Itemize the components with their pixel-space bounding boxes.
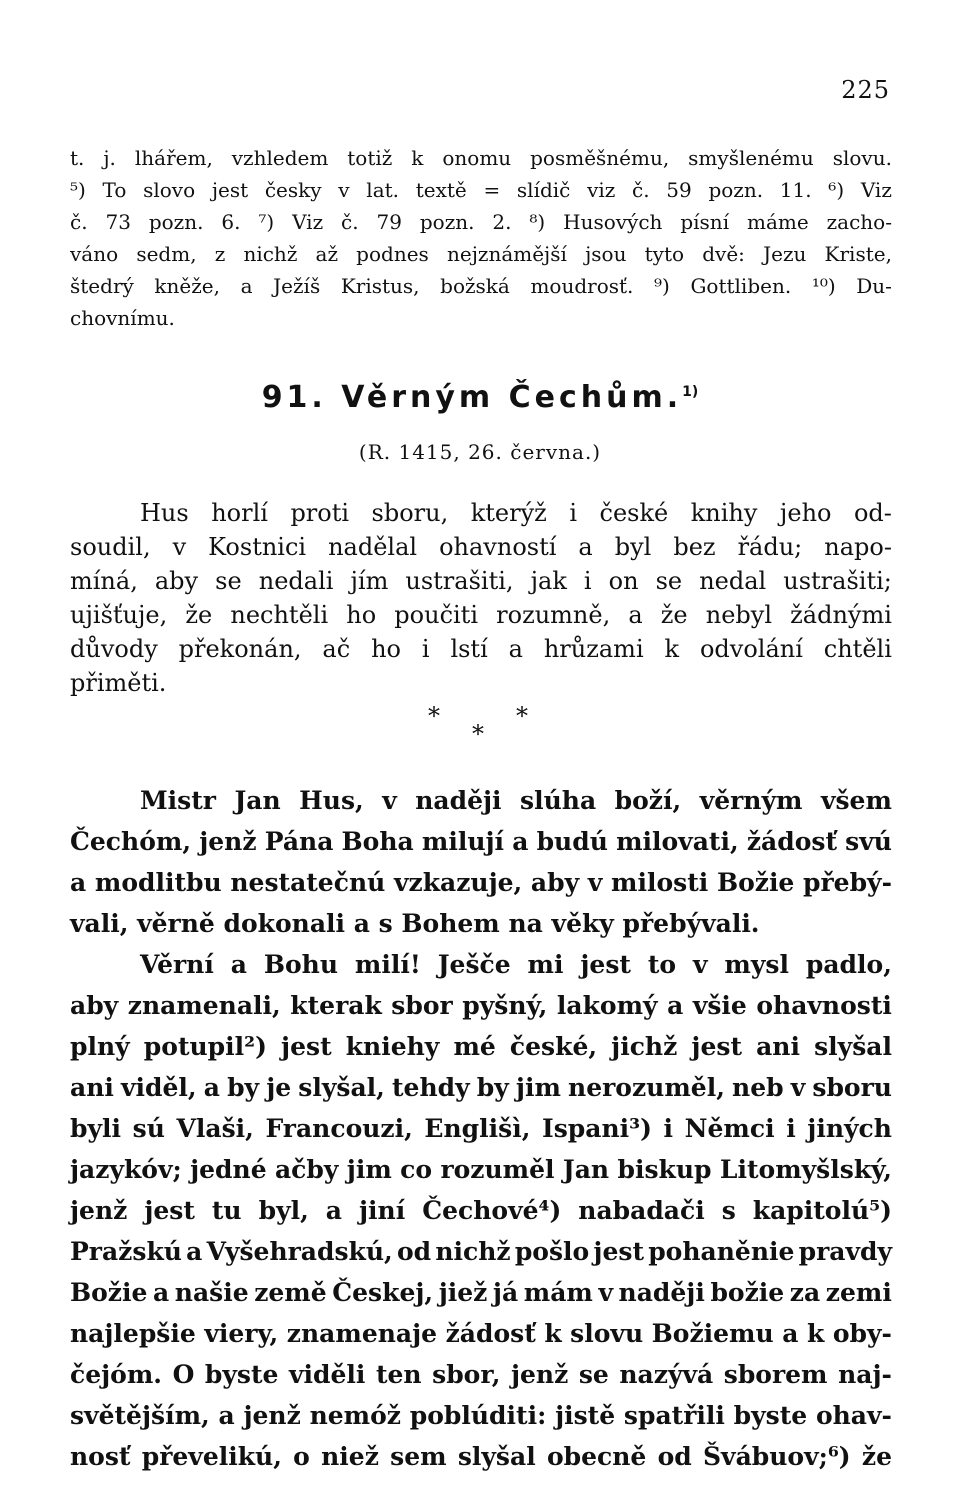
letter-line: Čechóm, jenž Pána Boha milují a budú milovati, žádosť svú [70,827,892,856]
section-heading [0,380,960,415]
asterism-star: * [516,702,528,730]
section-number: 91. [261,380,327,415]
letter-line: Pražskú a Vyšehradskú, od nichž pošlo jest pohaněnie pravdy [70,1237,892,1266]
letter-line: byli sú Vlaši, Francouzi, Englišì, Ispani³) i Němci i jiných [70,1114,892,1143]
summary-paragraph [70,496,892,700]
letter-line: nosť převelikú, o niež sem slyšal obecně od Švábuov;⁶) že [70,1442,892,1471]
footnote-line: ⁵) To slovo jest česky v lat. textě = slídič viz č. 59 pozn. 11. ⁶) Viz [70,178,892,202]
heading-footnote-mark: 1) [682,384,699,400]
letter-line: Věrní a Bohu milí! Ješče mi jest to v mysl padlo, [140,950,892,979]
page-number: 225 [841,76,890,104]
letter-line: světějším, a jenž nemóž poblúditi: jistě spatřili byste ohav- [70,1401,892,1430]
summary-line: přiměti. [70,669,167,697]
letter-line: a modlitbu nestatečnú vzkazuje, aby v milosti Božie přebý- [70,868,892,897]
letter-line: čejóm. O byste viděli ten sbor, jenž se nazývá sborem naj- [70,1360,892,1389]
letter-line: jenž jest tu byl, a jiní Čechové⁴) nabadači s kapitolú⁵) [70,1196,892,1225]
summary-line: důvody překonán, ač ho i lstí a hrůzami k odvolání chtěli [70,635,892,663]
letter-line: vali, věrně dokonali a s Bohem na věky přebývali. [70,909,760,938]
footnote-line: štedrý kněže, a Ježíš Kristus, božská moudrosť. ⁹) Gottliben. ¹⁰) Du- [70,274,892,298]
summary-line: Hus horlí proti sboru, kterýž i české knihy jeho od- [140,499,892,527]
footnote-line: t. j. lhářem, vzhledem totiž k onomu posměšnému, smyšlenému slovu. [70,146,892,170]
letter-line: aby znamenali, kterak sbor pyšný, lakomý a všie ohavnosti [70,991,892,1020]
asterism-star: * [472,720,484,748]
date-line: (R. 1415, 26. června.) [358,440,602,464]
footnote-line: chovnímu. [70,306,175,330]
summary-line: soudil, v Kostnici nadělal ohavností a byl bez řádu; napo- [70,533,892,561]
letter-line: najlepšie viery, znamenaje žádosť k slovu Božiemu a k oby- [70,1319,892,1348]
asterism-star: * [428,702,440,730]
letter-body [70,780,892,1477]
letter-line: ani viděl, a by je slyšal, tehdy by jim nerozuměl, neb v sboru [70,1073,892,1102]
footnote-line: č. 73 pozn. 6. ⁷) Viz č. 79 pozn. 2. ⁸) Husových písní máme zacho- [70,210,892,234]
letter-line: plný potupil²) jest kniehy mé české, jichž jest ani slyšal [70,1032,892,1061]
footnotes-block [70,142,892,334]
summary-line: ujišťuje, že nechtěli ho poučiti rozumně, a že nebyl žádnými [70,601,892,629]
asterism-divider [0,702,960,752]
letter-line: Mistr Jan Hus, v naději slúha boží, věrným všem [140,786,892,815]
letter-line: jazykóv; jedné ačby jim co rozuměl Jan biskup Litomyšlský, [70,1155,892,1184]
section-title: Věrným Čechům. [341,380,683,415]
letter-line: Božie a našie země Českej, jiež já mám v naději božie za zemi [70,1278,892,1307]
summary-line: míná, aby se nedali jím ustrašiti, jak i on se nedal ustrašiti; [70,567,892,595]
footnote-line: váno sedm, z nichž až podnes nejznámější jsou tyto dvě: Jezu Kriste, [70,242,892,266]
